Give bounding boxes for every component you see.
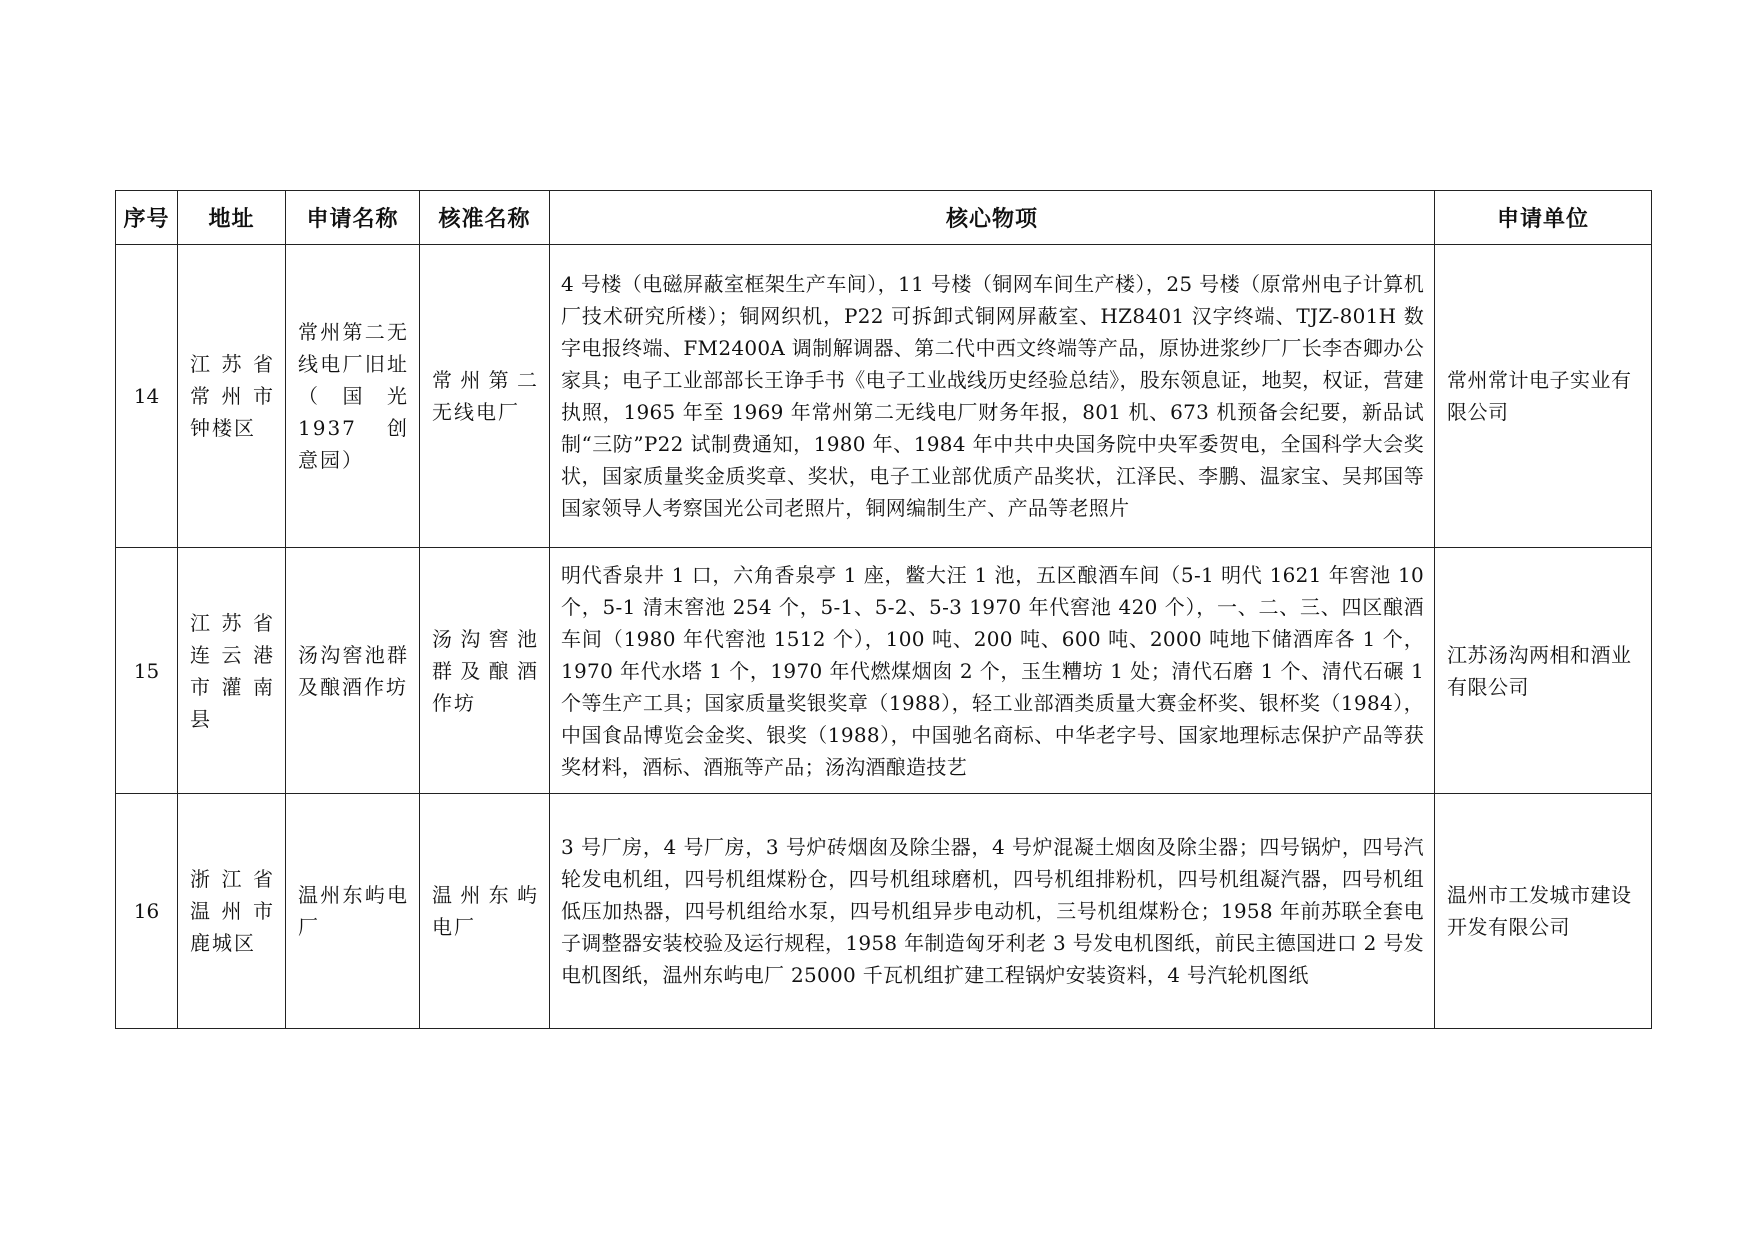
table-row	[116, 794, 1652, 1029]
header-address: 地址	[178, 191, 286, 245]
row-applied-name: 常州第二无线电厂旧址（国光1937 创意园）	[286, 245, 420, 548]
row-applicant: 常州常计电子实业有限公司	[1435, 245, 1652, 548]
table-header-row	[116, 191, 1652, 245]
row-applicant: 温州市工发城市建设开发有限公司	[1435, 794, 1652, 1029]
table-row	[116, 245, 1652, 548]
header-applied-name: 申请名称	[286, 191, 420, 245]
header-applicant: 申请单位	[1435, 191, 1652, 245]
row-core-items: 3 号厂房，4 号厂房，3 号炉砖烟囱及除尘器，4 号炉混凝土烟囱及除尘器；四号锅炉，四号汽轮发电机组，四号机组煤粉仓，四号机组球磨机，四号机组排粉机，四号机组凝汽器，四号机组低压加热器，四号机组给水泵，四号机组异步电动机，三号机组煤粉仓；1958 年前苏联全套电子调整器安装校验及运行规程，1958 年制造匈牙利老 3 号发电机图纸，前民主德国进口 2 号发电机图纸，温州东屿电厂 25000 千瓦机组扩建工程锅炉安装资料，4 号汽轮机图纸	[550, 794, 1435, 1029]
row-address: 江苏省连云港市灌南县	[178, 548, 286, 794]
row-applicant: 江苏汤沟两相和酒业有限公司	[1435, 548, 1652, 794]
row-core-items: 明代香泉井 1 口，六角香泉亭 1 座，鳖大汪 1 池，五区酿酒车间（5-1 明代 1621 年窖池 10 个，5-1 清末窖池 254 个，5-1、5-2、5-3 1970 年代窖池 420 个），一、二、三、四区酿酒车间（1980 年代窖池 1512 个），100 吨、200 吨、600 吨、2000 吨地下储酒库各 1 个，1970 年代水塔 1 个，1970 年代燃煤烟囱 2 个，玉生糟坊 1 处；清代石磨 1 个、清代石碾 1 个等生产工具；国家质量奖银奖章（1988），轻工业部酒类质量大赛金杯奖、银杯奖（1984），中国食品博览会金奖、银奖（1988），中国驰名商标、中华老字号、国家地理标志保护产品等获奖材料，酒标、酒瓶等产品；汤沟酒酿造技艺	[550, 548, 1435, 794]
row-approved-name: 汤沟窖池群及酿酒作坊	[420, 548, 550, 794]
row-approved-name: 常州第二无线电厂	[420, 245, 550, 548]
heritage-list-table	[115, 190, 1652, 1029]
row-number: 14	[116, 245, 178, 548]
row-number: 15	[116, 548, 178, 794]
row-number: 16	[116, 794, 178, 1029]
row-address: 江苏省常州市钟楼区	[178, 245, 286, 548]
row-applied-name: 温州东屿电厂	[286, 794, 420, 1029]
row-address: 浙江省温州市鹿城区	[178, 794, 286, 1029]
header-num: 序号	[116, 191, 178, 245]
header-approved-name: 核准名称	[420, 191, 550, 245]
table-row	[116, 548, 1652, 794]
row-core-items: 4 号楼（电磁屏蔽室框架生产车间），11 号楼（铜网车间生产楼），25 号楼（原常州电子计算机厂技术研究所楼）；铜网织机，P22 可拆卸式铜网屏蔽室、HZ8401 汉字终端、TJZ-801H 数字电报终端、FM2400A 调制解调器、第二代中西文终端等产品，原协进浆纱厂厂长李杏卿办公家具；电子工业部部长王诤手书《电子工业战线历史经验总结》，股东领息证，地契，权证，营建执照，1965 年至 1969 年常州第二无线电厂财务年报，801 机、673 机预备会纪要，新品试制“三防”P22 试制费通知，1980 年、1984 年中共中央国务院中央军委贺电，全国科学大会奖状，国家质量奖金质奖章、奖状，电子工业部优质产品奖状，江泽民、李鹏、温家宝、吴邦国等国家领导人考察国光公司老照片，铜网编制生产、产品等老照片	[550, 245, 1435, 548]
row-applied-name: 汤沟窖池群及酿酒作坊	[286, 548, 420, 794]
row-approved-name: 温州东屿电厂	[420, 794, 550, 1029]
header-core-items: 核心物项	[550, 191, 1435, 245]
